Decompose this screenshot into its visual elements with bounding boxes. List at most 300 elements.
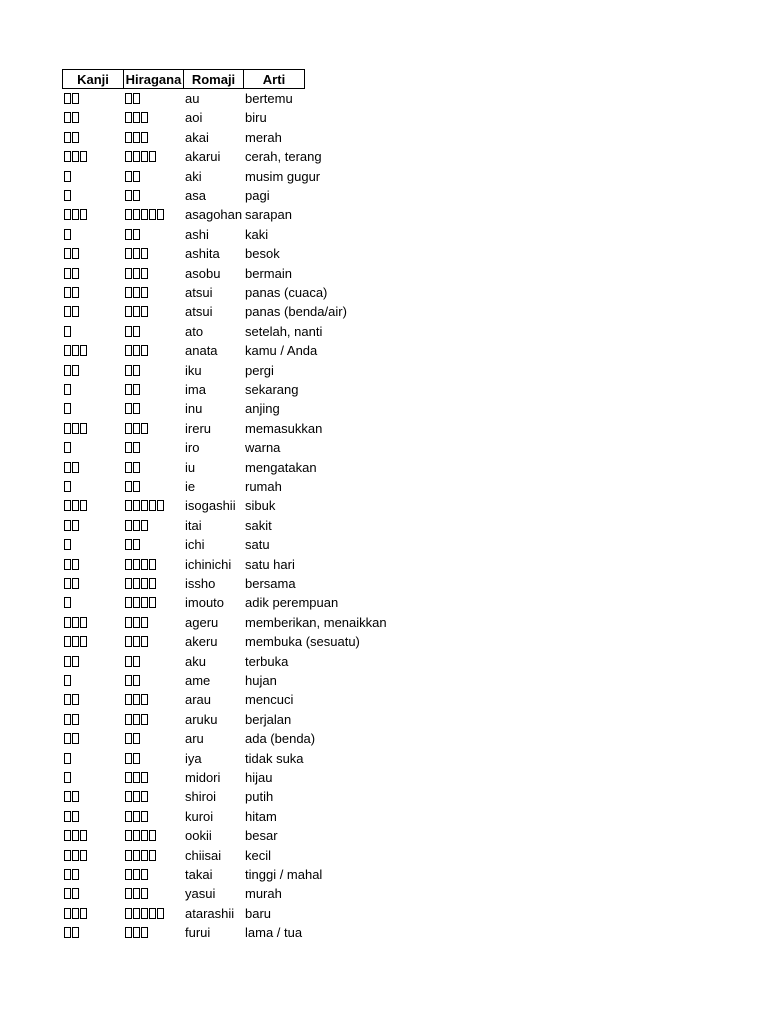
table-row bbox=[62, 593, 402, 612]
kanji-cell bbox=[64, 108, 80, 127]
kanji-cell bbox=[64, 302, 80, 321]
missing-glyph-icon bbox=[125, 248, 132, 259]
table-row bbox=[62, 283, 402, 302]
missing-glyph-icon bbox=[72, 287, 79, 298]
missing-glyph-icon bbox=[125, 229, 132, 240]
missing-glyph-icon bbox=[141, 423, 148, 434]
hiragana-cell bbox=[125, 535, 141, 554]
arti-cell: musim gugur bbox=[245, 168, 321, 184]
kanji-cell bbox=[64, 458, 80, 477]
missing-glyph-icon bbox=[64, 675, 71, 686]
arti-cell: lama / tua bbox=[245, 925, 303, 941]
missing-glyph-icon bbox=[125, 423, 132, 434]
arti-cell: bertemu bbox=[245, 91, 293, 106]
table-row bbox=[62, 89, 402, 108]
table-row bbox=[62, 710, 402, 729]
table-row bbox=[62, 322, 402, 341]
hiragana-cell bbox=[125, 787, 149, 806]
table-row bbox=[62, 361, 402, 380]
missing-glyph-icon bbox=[141, 287, 148, 298]
missing-glyph-icon bbox=[141, 151, 148, 162]
missing-glyph-icon bbox=[64, 694, 71, 705]
kanji-cell bbox=[64, 167, 72, 186]
missing-glyph-icon bbox=[133, 500, 140, 511]
missing-glyph-icon bbox=[141, 617, 148, 628]
missing-glyph-icon bbox=[72, 209, 79, 220]
missing-glyph-icon bbox=[125, 520, 132, 531]
missing-glyph-icon bbox=[125, 772, 132, 783]
arti-cell: pagi bbox=[245, 188, 270, 203]
missing-glyph-icon bbox=[125, 500, 132, 511]
table-row bbox=[62, 865, 402, 884]
missing-glyph-icon bbox=[141, 306, 148, 317]
hiragana-cell bbox=[125, 768, 149, 787]
missing-glyph-icon bbox=[141, 597, 148, 608]
table-row bbox=[62, 846, 402, 865]
hiragana-cell bbox=[125, 244, 149, 263]
romaji-cell: atsui bbox=[185, 285, 213, 300]
hiragana-cell bbox=[125, 826, 157, 845]
missing-glyph-icon bbox=[141, 112, 148, 123]
missing-glyph-icon bbox=[141, 559, 148, 570]
romaji-cell: aku bbox=[185, 653, 206, 669]
table-row bbox=[62, 768, 402, 787]
missing-glyph-icon bbox=[149, 151, 156, 162]
missing-glyph-icon bbox=[72, 520, 79, 531]
romaji-cell: itai bbox=[185, 517, 202, 533]
missing-glyph-icon bbox=[133, 578, 140, 589]
missing-glyph-icon bbox=[133, 345, 140, 356]
missing-glyph-icon bbox=[125, 675, 132, 686]
missing-glyph-icon bbox=[64, 617, 71, 628]
missing-glyph-icon bbox=[64, 190, 71, 201]
romaji-cell: ichi bbox=[185, 537, 205, 553]
missing-glyph-icon bbox=[125, 597, 132, 608]
table-row bbox=[62, 458, 402, 477]
romaji-cell: aru bbox=[185, 731, 204, 747]
missing-glyph-icon bbox=[64, 403, 71, 414]
missing-glyph-icon bbox=[64, 112, 71, 123]
kanji-cell bbox=[64, 574, 80, 593]
missing-glyph-icon bbox=[133, 442, 140, 453]
missing-glyph-icon bbox=[133, 772, 140, 783]
kanji-cell bbox=[64, 884, 80, 903]
kanji-cell bbox=[64, 477, 72, 496]
missing-glyph-icon bbox=[141, 850, 148, 861]
missing-glyph-icon bbox=[125, 753, 132, 764]
missing-glyph-icon bbox=[125, 888, 132, 899]
missing-glyph-icon bbox=[64, 597, 71, 608]
missing-glyph-icon bbox=[125, 850, 132, 861]
romaji-cell: yasui bbox=[185, 886, 216, 902]
missing-glyph-icon bbox=[72, 733, 79, 744]
missing-glyph-icon bbox=[64, 365, 71, 376]
romaji-cell: shiroi bbox=[185, 789, 217, 805]
missing-glyph-icon bbox=[64, 326, 71, 337]
hiragana-cell bbox=[125, 729, 141, 748]
hiragana-cell bbox=[125, 399, 141, 418]
missing-glyph-icon bbox=[133, 171, 140, 182]
missing-glyph-icon bbox=[133, 132, 140, 143]
table-row bbox=[62, 477, 402, 496]
kanji-cell bbox=[64, 593, 72, 612]
kanji-cell bbox=[64, 322, 72, 341]
missing-glyph-icon bbox=[72, 112, 79, 123]
arti-cell: kamu / Anda bbox=[245, 343, 318, 359]
arti-cell: cerah, terang bbox=[245, 149, 322, 165]
kanji-cell bbox=[64, 807, 80, 826]
missing-glyph-icon bbox=[157, 500, 164, 511]
table-row bbox=[62, 884, 402, 903]
missing-glyph-icon bbox=[133, 112, 140, 123]
kanji-cell bbox=[64, 749, 72, 768]
missing-glyph-icon bbox=[64, 656, 71, 667]
hiragana-cell bbox=[125, 380, 141, 399]
arti-cell: terbuka bbox=[245, 653, 289, 669]
missing-glyph-icon bbox=[72, 908, 79, 919]
missing-glyph-icon bbox=[133, 190, 140, 201]
kanji-cell bbox=[64, 283, 80, 302]
romaji-cell: furui bbox=[185, 925, 211, 941]
missing-glyph-icon bbox=[125, 287, 132, 298]
missing-glyph-icon bbox=[141, 209, 148, 220]
hiragana-cell bbox=[125, 167, 141, 186]
romaji-cell: iu bbox=[185, 459, 196, 475]
missing-glyph-icon bbox=[133, 520, 140, 531]
hiragana-cell bbox=[125, 671, 141, 690]
missing-glyph-icon bbox=[125, 481, 132, 492]
hiragana-cell bbox=[125, 147, 157, 166]
missing-glyph-icon bbox=[133, 306, 140, 317]
missing-glyph-icon bbox=[64, 539, 71, 550]
missing-glyph-icon bbox=[64, 772, 71, 783]
kanji-cell bbox=[64, 535, 72, 554]
missing-glyph-icon bbox=[141, 345, 148, 356]
romaji-cell: isogashii bbox=[185, 498, 236, 514]
missing-glyph-icon bbox=[133, 403, 140, 414]
table-row bbox=[62, 438, 402, 457]
missing-glyph-icon bbox=[141, 714, 148, 725]
missing-glyph-icon bbox=[141, 772, 148, 783]
missing-glyph-icon bbox=[125, 326, 132, 337]
hiragana-cell bbox=[125, 749, 141, 768]
table-row bbox=[62, 225, 402, 244]
romaji-cell: issho bbox=[185, 576, 216, 591]
romaji-cell: aruku bbox=[185, 711, 218, 727]
hiragana-cell bbox=[125, 613, 149, 632]
arti-cell: panas (cuaca) bbox=[245, 285, 328, 300]
missing-glyph-icon bbox=[149, 209, 156, 220]
table-row bbox=[62, 690, 402, 709]
kanji-cell bbox=[64, 613, 88, 632]
missing-glyph-icon bbox=[125, 209, 132, 220]
missing-glyph-icon bbox=[133, 384, 140, 395]
arti-cell: memberikan, menaikkan bbox=[245, 614, 387, 630]
missing-glyph-icon bbox=[72, 927, 79, 938]
missing-glyph-icon bbox=[72, 365, 79, 376]
missing-glyph-icon bbox=[133, 229, 140, 240]
arti-cell: putih bbox=[245, 789, 274, 805]
hiragana-cell bbox=[125, 458, 141, 477]
kanji-cell bbox=[64, 147, 88, 166]
hiragana-cell bbox=[125, 438, 141, 457]
hiragana-cell bbox=[125, 710, 149, 729]
missing-glyph-icon bbox=[157, 908, 164, 919]
missing-glyph-icon bbox=[72, 132, 79, 143]
table-row bbox=[62, 167, 402, 186]
table-row bbox=[62, 671, 402, 690]
table-row bbox=[62, 419, 402, 438]
missing-glyph-icon bbox=[64, 171, 71, 182]
missing-glyph-icon bbox=[125, 384, 132, 395]
missing-glyph-icon bbox=[64, 93, 71, 104]
header-arti: Arti bbox=[244, 69, 305, 89]
romaji-cell: au bbox=[185, 91, 200, 106]
hiragana-cell bbox=[125, 128, 149, 147]
romaji-cell: asagohan bbox=[185, 207, 243, 223]
arti-cell: berjalan bbox=[245, 711, 292, 727]
arti-cell: ada (benda) bbox=[245, 731, 316, 747]
missing-glyph-icon bbox=[141, 578, 148, 589]
missing-glyph-icon bbox=[149, 830, 156, 841]
romaji-cell: asa bbox=[185, 188, 206, 203]
table-row bbox=[62, 826, 402, 845]
missing-glyph-icon bbox=[64, 830, 71, 841]
missing-glyph-icon bbox=[72, 559, 79, 570]
missing-glyph-icon bbox=[133, 597, 140, 608]
missing-glyph-icon bbox=[64, 791, 71, 802]
missing-glyph-icon bbox=[64, 151, 71, 162]
missing-glyph-icon bbox=[133, 694, 140, 705]
missing-glyph-icon bbox=[141, 811, 148, 822]
table-row bbox=[62, 904, 402, 923]
missing-glyph-icon bbox=[149, 908, 156, 919]
missing-glyph-icon bbox=[64, 908, 71, 919]
header-hiragana: Hiragana bbox=[124, 69, 184, 89]
missing-glyph-icon bbox=[125, 93, 132, 104]
missing-glyph-icon bbox=[133, 927, 140, 938]
arti-cell: mencuci bbox=[245, 692, 294, 708]
kanji-cell bbox=[64, 380, 72, 399]
hiragana-cell bbox=[125, 690, 149, 709]
arti-cell: mengatakan bbox=[245, 459, 317, 475]
missing-glyph-icon bbox=[80, 617, 87, 628]
missing-glyph-icon bbox=[72, 578, 79, 589]
missing-glyph-icon bbox=[125, 811, 132, 822]
missing-glyph-icon bbox=[80, 423, 87, 434]
missing-glyph-icon bbox=[141, 268, 148, 279]
hiragana-cell bbox=[125, 419, 149, 438]
table-row bbox=[62, 496, 402, 515]
arti-cell: hitam bbox=[245, 808, 277, 824]
missing-glyph-icon bbox=[64, 268, 71, 279]
arti-cell: satu hari bbox=[245, 556, 295, 572]
kanji-cell bbox=[64, 632, 88, 651]
missing-glyph-icon bbox=[64, 384, 71, 395]
romaji-cell: arau bbox=[185, 692, 212, 708]
romaji-cell: ageru bbox=[185, 614, 219, 630]
romaji-cell: ima bbox=[185, 382, 206, 397]
missing-glyph-icon bbox=[141, 132, 148, 143]
kanji-cell bbox=[64, 399, 72, 418]
romaji-cell: akai bbox=[185, 129, 209, 145]
romaji-cell: ireru bbox=[185, 420, 212, 436]
hiragana-cell bbox=[125, 632, 149, 651]
romaji-cell: ame bbox=[185, 673, 211, 688]
table-row bbox=[62, 787, 402, 806]
missing-glyph-icon bbox=[72, 791, 79, 802]
arti-cell: kecil bbox=[245, 847, 272, 863]
kanji-cell bbox=[64, 264, 80, 283]
arti-cell: murah bbox=[245, 886, 282, 902]
missing-glyph-icon bbox=[133, 617, 140, 628]
romaji-cell: aoi bbox=[185, 110, 203, 126]
kanji-cell bbox=[64, 865, 80, 884]
romaji-cell: anata bbox=[185, 343, 218, 359]
hiragana-cell bbox=[125, 865, 149, 884]
hiragana-cell bbox=[125, 361, 141, 380]
kanji-cell bbox=[64, 516, 80, 535]
table-row bbox=[62, 749, 402, 768]
arti-cell: pergi bbox=[245, 362, 274, 378]
missing-glyph-icon bbox=[72, 248, 79, 259]
kanji-cell bbox=[64, 244, 80, 263]
kanji-cell bbox=[64, 826, 88, 845]
romaji-cell: chiisai bbox=[185, 847, 222, 863]
missing-glyph-icon bbox=[141, 830, 148, 841]
missing-glyph-icon bbox=[141, 636, 148, 647]
missing-glyph-icon bbox=[64, 559, 71, 570]
hiragana-cell bbox=[125, 341, 149, 360]
table-row bbox=[62, 128, 402, 147]
missing-glyph-icon bbox=[64, 442, 71, 453]
kanji-cell bbox=[64, 419, 88, 438]
missing-glyph-icon bbox=[133, 365, 140, 376]
missing-glyph-icon bbox=[125, 403, 132, 414]
kanji-cell bbox=[64, 496, 88, 515]
arti-cell: merah bbox=[245, 129, 282, 145]
missing-glyph-icon bbox=[72, 500, 79, 511]
missing-glyph-icon bbox=[133, 675, 140, 686]
missing-glyph-icon bbox=[133, 93, 140, 104]
missing-glyph-icon bbox=[133, 636, 140, 647]
missing-glyph-icon bbox=[64, 520, 71, 531]
arti-cell: besar bbox=[245, 828, 278, 844]
missing-glyph-icon bbox=[125, 132, 132, 143]
arti-cell: anjing bbox=[245, 401, 280, 417]
romaji-cell: kuroi bbox=[185, 808, 214, 824]
kanji-cell bbox=[64, 846, 88, 865]
missing-glyph-icon bbox=[133, 908, 140, 919]
missing-glyph-icon bbox=[72, 345, 79, 356]
missing-glyph-icon bbox=[125, 656, 132, 667]
missing-glyph-icon bbox=[141, 694, 148, 705]
romaji-cell: ie bbox=[185, 479, 196, 494]
missing-glyph-icon bbox=[72, 151, 79, 162]
missing-glyph-icon bbox=[72, 830, 79, 841]
kanji-cell bbox=[64, 787, 80, 806]
table-row bbox=[62, 399, 402, 418]
missing-glyph-icon bbox=[125, 714, 132, 725]
hiragana-cell bbox=[125, 807, 149, 826]
table-row bbox=[62, 186, 402, 205]
missing-glyph-icon bbox=[125, 345, 132, 356]
missing-glyph-icon bbox=[64, 850, 71, 861]
romaji-cell: ashi bbox=[185, 226, 209, 242]
header-kanji: Kanji bbox=[62, 69, 124, 89]
kanji-cell bbox=[64, 361, 80, 380]
missing-glyph-icon bbox=[133, 539, 140, 550]
missing-glyph-icon bbox=[80, 830, 87, 841]
hiragana-cell bbox=[125, 225, 141, 244]
hiragana-cell bbox=[125, 593, 157, 612]
arti-cell: sarapan bbox=[245, 207, 292, 223]
missing-glyph-icon bbox=[64, 714, 71, 725]
missing-glyph-icon bbox=[133, 714, 140, 725]
missing-glyph-icon bbox=[125, 869, 132, 880]
romaji-cell: inu bbox=[185, 401, 203, 417]
missing-glyph-icon bbox=[64, 345, 71, 356]
romaji-cell: imouto bbox=[185, 595, 225, 611]
romaji-cell: akarui bbox=[185, 149, 221, 165]
missing-glyph-icon bbox=[133, 656, 140, 667]
missing-glyph-icon bbox=[133, 850, 140, 861]
table-row bbox=[62, 632, 402, 651]
header-romaji: Romaji bbox=[184, 69, 244, 89]
missing-glyph-icon bbox=[72, 714, 79, 725]
missing-glyph-icon bbox=[80, 908, 87, 919]
hiragana-cell bbox=[125, 652, 141, 671]
missing-glyph-icon bbox=[72, 93, 79, 104]
hiragana-cell bbox=[125, 186, 141, 205]
missing-glyph-icon bbox=[133, 811, 140, 822]
missing-glyph-icon bbox=[133, 830, 140, 841]
missing-glyph-icon bbox=[125, 636, 132, 647]
hiragana-cell bbox=[125, 574, 157, 593]
arti-cell: kaki bbox=[245, 226, 269, 242]
arti-cell: baru bbox=[245, 905, 272, 921]
missing-glyph-icon bbox=[125, 190, 132, 201]
hiragana-cell bbox=[125, 846, 157, 865]
romaji-cell: atarashii bbox=[185, 905, 235, 921]
romaji-cell: iro bbox=[185, 440, 200, 456]
arti-cell: tidak suka bbox=[245, 750, 304, 766]
missing-glyph-icon bbox=[125, 306, 132, 317]
missing-glyph-icon bbox=[133, 326, 140, 337]
kanji-cell bbox=[64, 89, 80, 108]
table-row bbox=[62, 302, 402, 321]
missing-glyph-icon bbox=[141, 888, 148, 899]
missing-glyph-icon bbox=[133, 869, 140, 880]
missing-glyph-icon bbox=[125, 539, 132, 550]
missing-glyph-icon bbox=[133, 423, 140, 434]
hiragana-cell bbox=[125, 283, 149, 302]
missing-glyph-icon bbox=[133, 462, 140, 473]
missing-glyph-icon bbox=[133, 287, 140, 298]
table-row bbox=[62, 380, 402, 399]
missing-glyph-icon bbox=[80, 345, 87, 356]
hiragana-cell bbox=[125, 496, 165, 515]
arti-cell: tinggi / mahal bbox=[245, 867, 323, 882]
missing-glyph-icon bbox=[125, 268, 132, 279]
missing-glyph-icon bbox=[64, 869, 71, 880]
romaji-cell: ookii bbox=[185, 828, 212, 844]
missing-glyph-icon bbox=[133, 733, 140, 744]
missing-glyph-icon bbox=[141, 248, 148, 259]
romaji-cell: ashita bbox=[185, 246, 220, 262]
missing-glyph-icon bbox=[80, 636, 87, 647]
kanji-cell bbox=[64, 128, 80, 147]
